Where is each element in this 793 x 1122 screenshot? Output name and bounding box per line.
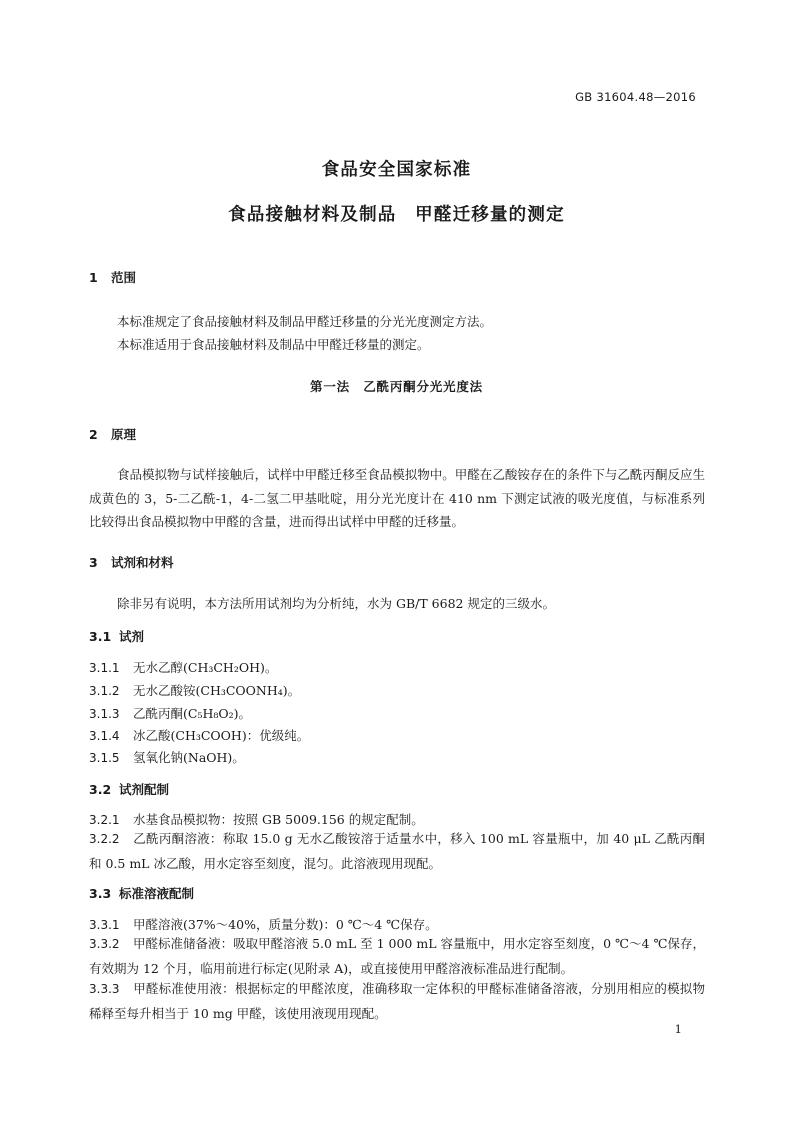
page-number: 1 bbox=[674, 1022, 682, 1036]
item-text: 甲醛标准使用液：根据标定的甲醛浓度，准确移取一定体积的甲醛标准储备溶液，分别用相应的模拟物稀释至每升相当于 10 mg 甲醛，该使用液现用现配。 bbox=[89, 981, 705, 1021]
item-text: 乙酰丙酮溶液：称取 15.0 g 无水乙酸铵溶于适量水中，移入 100 mL 容量瓶中，加 40 μL 乙酰丙酮和 0.5 mL 冰乙酸，用水定容至刻度，混匀。此溶液现用现配。 bbox=[89, 831, 705, 871]
subsection-heading bbox=[89, 780, 169, 798]
list-item-block bbox=[89, 932, 705, 980]
section-number: 2 bbox=[89, 427, 98, 442]
standard-code: GB 31604.48—2016 bbox=[575, 90, 696, 104]
item-text: 无水乙酸铵(CH₃COONH₄)。 bbox=[133, 683, 301, 698]
item-number: 3.2.1 bbox=[89, 813, 120, 827]
item-number: 3.3.2 bbox=[89, 937, 120, 951]
list-item bbox=[89, 658, 277, 676]
paragraph: 本标准适用于食品接触材料及制品中甲醛迁移量的测定。 bbox=[117, 337, 430, 352]
section-heading-principle bbox=[89, 425, 136, 443]
item-text: 无水乙醇(CH₃CH₂OH)。 bbox=[133, 660, 278, 675]
list-item bbox=[89, 726, 309, 744]
section-title: 原理 bbox=[111, 427, 137, 442]
section-number: 3 bbox=[89, 555, 98, 570]
item-number: 3.1.4 bbox=[89, 729, 120, 743]
item-number: 3.1.1 bbox=[89, 661, 120, 675]
section-title: 试剂和材料 bbox=[111, 555, 174, 570]
paragraph: 本标准规定了食品接触材料及制品甲醛迁移量的分光光度测定方法。 bbox=[117, 314, 493, 329]
section-heading-scope bbox=[89, 268, 136, 286]
document-subtitle: 食品接触材料及制品 甲醛迁移量的测定 bbox=[228, 205, 565, 225]
subsection-number: 3.2 bbox=[89, 782, 112, 797]
subsection-title: 试剂配制 bbox=[119, 782, 170, 797]
section-title: 范围 bbox=[111, 270, 137, 285]
list-item bbox=[89, 748, 245, 766]
item-text: 水基食品模拟物：按照 GB 5009.156 的规定配制。 bbox=[133, 812, 424, 827]
list-item-block bbox=[89, 977, 705, 1025]
item-number: 3.1.2 bbox=[89, 684, 120, 698]
item-text: 氢氧化钠(NaOH)。 bbox=[133, 750, 245, 765]
item-text: 甲醛溶液(37%～40%，质量分数)：0 ℃～4 ℃保存。 bbox=[133, 917, 438, 932]
principle-paragraph: 食品模拟物与试样接触后，试样中甲醛迁移至食品模拟物中。甲醛在乙酸铵存在的条件下与乙酰丙酮反应生成黄色的 3，5-二乙酰-1，4-二氢二甲基吡啶，用分光光度计在 410 nm 下测定试液的吸光度值，与标准系列比较得出食品模拟物中甲醛的含量，进而得出试样中甲醛的迁移量。 bbox=[89, 467, 705, 529]
subsection-heading bbox=[89, 627, 144, 645]
list-item-block bbox=[89, 827, 705, 875]
subsection-title: 标准溶液配制 bbox=[119, 886, 195, 901]
item-number: 3.1.3 bbox=[89, 707, 120, 721]
subsection-number: 3.1 bbox=[89, 629, 112, 644]
list-item bbox=[89, 915, 438, 933]
item-number: 3.1.5 bbox=[89, 751, 120, 765]
item-number: 3.3.3 bbox=[89, 982, 120, 996]
subsection-number: 3.3 bbox=[89, 886, 112, 901]
list-item bbox=[89, 810, 424, 828]
subsection-heading bbox=[89, 884, 194, 902]
section-number: 1 bbox=[89, 270, 98, 285]
item-text: 冰乙酸(CH₃COOH)：优级纯。 bbox=[133, 728, 310, 743]
list-item bbox=[89, 681, 300, 699]
document-title: 食品安全国家标准 bbox=[321, 160, 472, 180]
subsection-title: 试剂 bbox=[119, 629, 145, 644]
item-number: 3.2.2 bbox=[89, 832, 120, 846]
method-heading: 第一法 乙酰丙酮分光光度法 bbox=[310, 379, 483, 394]
list-item bbox=[89, 704, 251, 722]
paragraph: 除非另有说明，本方法所用试剂均为分析纯，水为 GB/T 6682 规定的三级水。 bbox=[117, 596, 555, 611]
section-heading-reagents bbox=[89, 553, 174, 571]
item-text: 甲醛标准储备液：吸取甲醛溶液 5.0 mL 至 1 000 mL 容量瓶中，用水定容至刻度，0 ℃～4 ℃保存，有效期为 12 个月，临用前进行标定(见附录 A)，或直接使用甲醛溶液标准品进行配制。 bbox=[89, 936, 705, 976]
item-text: 乙酰丙酮(C₅H₈O₂)。 bbox=[133, 706, 251, 721]
item-number: 3.3.1 bbox=[89, 918, 120, 932]
